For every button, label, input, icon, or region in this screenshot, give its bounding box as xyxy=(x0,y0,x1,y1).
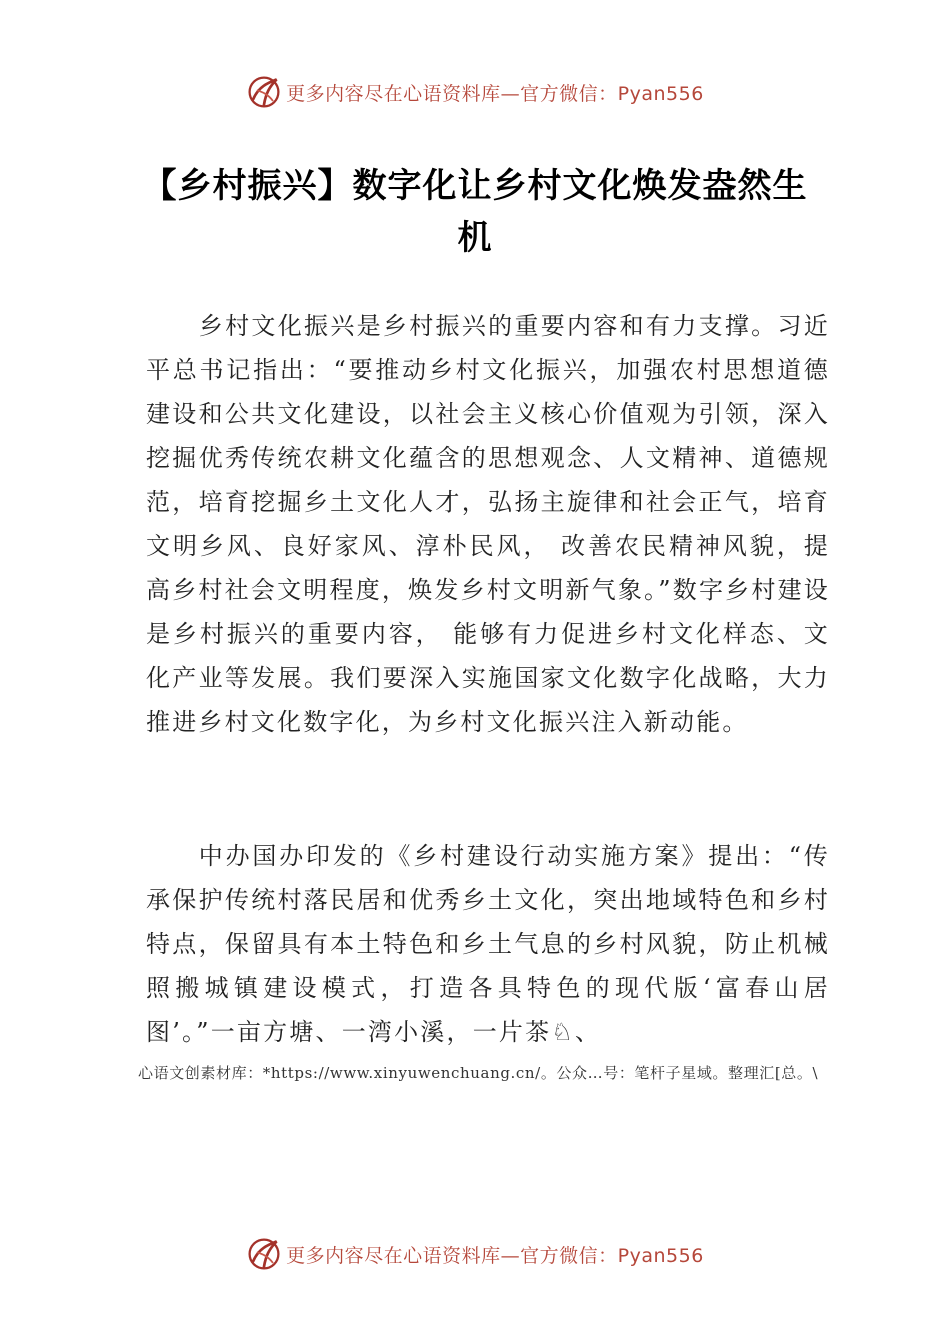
banner-wechat-id: Pyan556 xyxy=(617,1244,704,1267)
body-paragraph-1: 乡村文化振兴是乡村振兴的重要内容和有力支撑。习近平总书记指出：“要推动乡村文化振兴，加强农村思想道德建设和公共文化建设，以社会主义核心价值观为引领，深入挖掘优秀传统农耕文化蕴含的思想观念、人文精神、道德规范，培育挖掘乡土文化人才，弘扬主旋律和社会正气，培育文明乡风、良好家风、淳朴民风， 改善农民精神风貌，提高乡村社会文明程度，焕发乡村文明新气象。”数字乡村建设是乡村振兴的重要内容， 能够有力促进乡村文化样态、文化产业等发展。我们要深入实施国家文化数字化战略，大力推进乡村文化数字化，为乡村文化振兴注入新动能。 xyxy=(146,312,830,736)
body-paragraph-2: 中办国办印发的《乡村建设行动实施方案》提出：“传承保护传统村落民居和优秀乡土文化，突出地域特色和乡村特点，保留具有本土特色和乡土气息的乡村风貌，防止机械照搬城镇建设模式，打造各具特色的现代版‘富春山居图’。”一亩方塘、一湾小溪，一片茶♘、 xyxy=(146,842,830,1046)
banner-text: 更多内容尽在心语资料库—官方微信：Pyan556 xyxy=(286,82,704,105)
document-title: 【乡村振兴】数字化让乡村文化焕发盎然生机 xyxy=(142,166,808,258)
banner-text: 更多内容尽在心语资料库—官方微信：Pyan556 xyxy=(286,1244,704,1267)
xinyu-logo-icon xyxy=(246,1236,282,1272)
banner-wechat-id: Pyan556 xyxy=(617,82,704,105)
header-banner xyxy=(0,70,950,114)
footer-banner xyxy=(0,1232,950,1276)
source-footnote: 心语文创素材库：*https://www.xinyuwenchuang.cn/。公众…号：笔杆子星域。整理汇[总。\ xyxy=(138,1064,819,1082)
xinyu-logo-icon xyxy=(246,74,282,110)
